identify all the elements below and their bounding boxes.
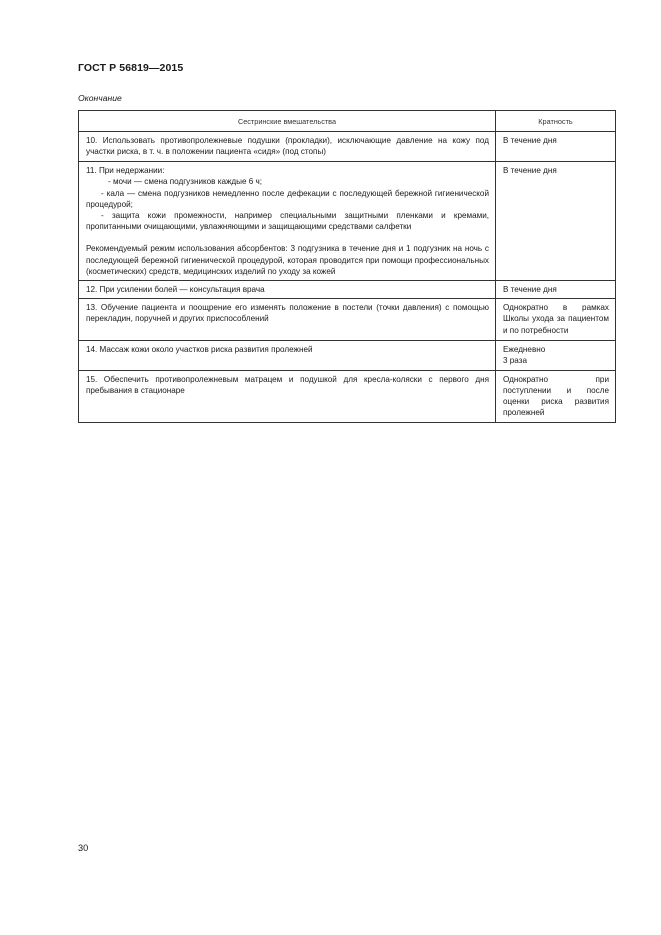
intervention-item: - мочи — смена подгузников каждые 6 ч;: [108, 177, 263, 187]
table-row: [79, 370, 616, 422]
frequency-cell: В течение дня: [496, 162, 616, 281]
frequency-cell: Однократно при поступлении и после оценки риска развития пролежней: [496, 370, 616, 422]
intervention-cell: 15. Обеспечить противопролежневым матрацем и подушкой для кресла-коляски с первого дня пребывания в стационаре: [79, 370, 496, 422]
table-row: [79, 341, 616, 370]
frequency-cell: В течение дня: [496, 132, 616, 162]
table-row: [79, 162, 616, 281]
column-header-interventions: Сестринские вмешательства: [79, 111, 496, 132]
column-header-frequency: Кратность: [496, 111, 616, 132]
frequency-cell: В течение дня: [496, 281, 616, 299]
table-row: [79, 132, 616, 162]
intervention-cell: 13. Обучение пациента и поощрение его изменять положение в постели (точки давления) с помощью перекладин, поручней и других приспособлений: [79, 299, 496, 341]
table-row: [79, 281, 616, 299]
intervention-item: - кала — смена подгузников немедленно после дефекации с последующей бережной гигиенической процедурой;: [86, 188, 489, 209]
table-caption: Окончание: [78, 93, 122, 103]
frequency-line: Ежедневно: [503, 345, 546, 355]
page-number: 30: [78, 843, 89, 853]
frequency-line: 3 раза: [503, 356, 527, 366]
frequency-cell: [496, 341, 616, 370]
intervention-title: 11. При недержании:: [86, 166, 165, 176]
intervention-cell: 12. При усилении болей — консультация врача: [79, 281, 496, 299]
intervention-cell: 14. Массаж кожи около участков риска развития пролежней: [79, 341, 496, 370]
document-code: ГОСТ Р 56819—2015: [78, 62, 184, 74]
interventions-table: [78, 110, 616, 423]
frequency-cell: Однократно в рамках Школы ухода за пациентом и по потребности: [496, 299, 616, 341]
table-header-row: [79, 111, 616, 132]
intervention-cell: 10. Использовать противопролежневые подушки (прокладки), исключающие давление на кожу под участки риска, в т. ч. в положении пациента «сидя» (под стопы): [79, 132, 496, 162]
intervention-item: - защита кожи промежности, например специальными защитными пленками и кремами, пропитанными очищающими, увлажняющими и защищающими средствами салфетки: [86, 211, 489, 232]
intervention-note: Рекомендуемый режим использования абсорбентов: 3 подгузника в течение дня и 1 подгузник на ночь с последующей бережной гигиенической процедурой, которая проводится при помощи профессиональных (косметических) средств, медицинских изделий по уходу за кожей: [86, 244, 489, 276]
intervention-cell: [79, 162, 496, 281]
table-row: [79, 299, 616, 341]
